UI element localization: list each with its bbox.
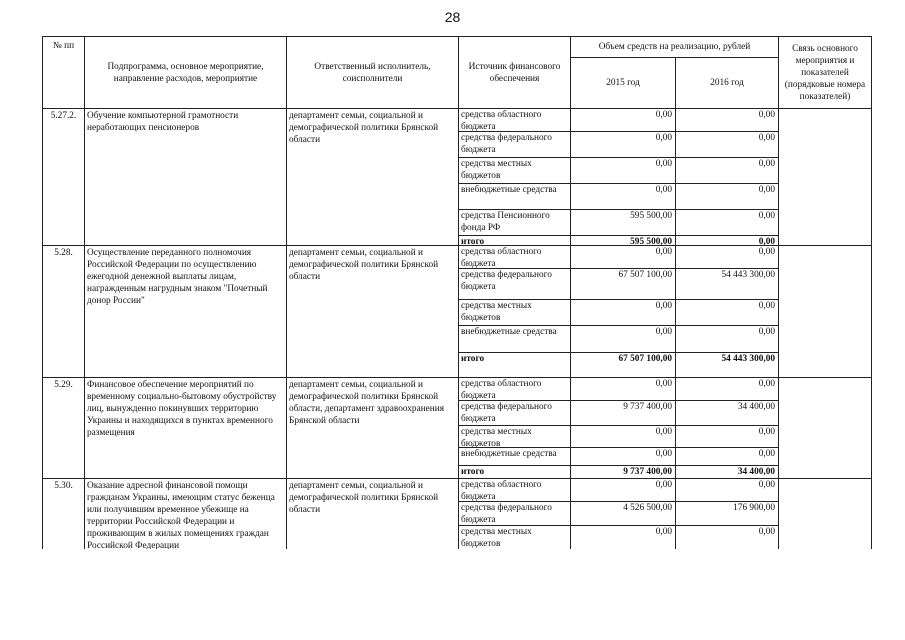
value-2016: 0,00 (675, 299, 779, 326)
row-number: 5.30. (42, 478, 85, 549)
funding-source: средства федерального бюджета (458, 501, 571, 526)
value-2015: 67 507 100,00 (570, 352, 676, 378)
value-2016: 0,00 (675, 447, 779, 466)
total-label: итого (458, 465, 571, 479)
value-2015: 595 500,00 (570, 209, 676, 236)
header-2016: 2016 год (675, 57, 779, 109)
value-2016: 34 400,00 (675, 400, 779, 426)
funding-source: средства областного бюджета (458, 108, 571, 132)
value-2015: 67 507 100,00 (570, 268, 676, 300)
value-2015: 0,00 (570, 377, 676, 401)
program-cell: Обучение компьютерной грамотности неработающих пенсионеров (84, 108, 287, 246)
value-2016: 0,00 (675, 157, 779, 184)
executor-cell: департамент семьи, социальной и демографической политики Брянской области (286, 478, 459, 549)
value-2016: 0,00 (675, 183, 779, 210)
indicator-link-cell (778, 245, 872, 378)
header-2015: 2015 год (570, 57, 676, 109)
row-number: 5.28. (42, 245, 85, 378)
indicator-link-cell (778, 377, 872, 479)
value-2016: 0,00 (675, 325, 779, 353)
funding-source: средства областного бюджета (458, 245, 571, 269)
value-2015: 0,00 (570, 131, 676, 158)
value-2016: 0,00 (675, 525, 779, 549)
value-2015: 0,00 (570, 245, 676, 269)
row-number: 5.27.2. (42, 108, 85, 246)
financing-table (42, 36, 872, 584)
value-2015: 9 737 400,00 (570, 465, 676, 479)
funding-source: средства местных бюджетов (458, 525, 571, 549)
program-cell: Оказание адресной финансовой помощи гражданам Украины, имеющим статус беженца или получившим временное убежище на территории Российской Федерации и проживающим в жилых помещениях граждан Российской Федерации (84, 478, 287, 549)
value-2016: 0,00 (675, 209, 779, 236)
funding-source: средства федерального бюджета (458, 131, 571, 158)
program-cell: Осуществление переданного полномочия Российской Федерации по осуществлению ежегодной денежной выплаты лицам, награжденным нагрудным знаком "Почетный донор России" (84, 245, 287, 378)
value-2016: 0,00 (675, 131, 779, 158)
row-number: 5.29. (42, 377, 85, 479)
indicator-link-cell (778, 478, 872, 549)
value-2016: 176 900,00 (675, 501, 779, 526)
value-2015: 0,00 (570, 299, 676, 326)
header-volume: Объем средств на реализацию, рублей (570, 36, 779, 58)
header-num: № пп (42, 36, 85, 109)
header-source: Источник финансового обеспечения (458, 36, 571, 109)
value-2016: 0,00 (675, 377, 779, 401)
indicator-link-cell (778, 108, 872, 246)
value-2016: 0,00 (675, 425, 779, 448)
funding-source: внебюджетные средства (458, 325, 571, 353)
value-2015: 0,00 (570, 325, 676, 353)
funding-source: средства федерального бюджета (458, 400, 571, 426)
executor-cell: департамент семьи, социальной и демографической политики Брянской области (286, 108, 459, 246)
value-2016: 0,00 (675, 245, 779, 269)
funding-source: внебюджетные средства (458, 447, 571, 466)
funding-source: внебюджетные средства (458, 183, 571, 210)
value-2015: 0,00 (570, 157, 676, 184)
page-number: 28 (444, 9, 461, 25)
value-2016: 54 443 300,00 (675, 352, 779, 378)
total-label: итого (458, 352, 571, 378)
executor-cell: департамент семьи, социальной и демографической политики Брянской области, департамент здравоохранения Брянской области (286, 377, 459, 479)
value-2015: 9 737 400,00 (570, 400, 676, 426)
value-2016: 0,00 (675, 108, 779, 132)
value-2016: 0,00 (675, 235, 779, 246)
executor-cell: департамент семьи, социальной и демографической политики Брянской области (286, 245, 459, 378)
funding-source: средства областного бюджета (458, 377, 571, 401)
value-2016: 34 400,00 (675, 465, 779, 479)
funding-source: средства Пенсионного фонда РФ (458, 209, 571, 236)
header-executor: Ответственный исполнитель, соисполнители (286, 36, 459, 109)
funding-source: средства федерального бюджета (458, 268, 571, 300)
funding-source: средства местных бюджетов (458, 157, 571, 184)
header-link: Связь основного мероприятия и показателей (порядковые номера показателей) (778, 36, 872, 109)
value-2015: 0,00 (570, 525, 676, 549)
program-cell: Финансовое обеспечение мероприятий по временному социально-бытовому обустройству лиц, вынужденно покинувших территорию Украины и находящихся в пунктах временного размещения (84, 377, 287, 479)
value-2015: 0,00 (570, 108, 676, 132)
funding-source: средства областного бюджета (458, 478, 571, 502)
header-program: Подпрограмма, основное мероприятие, направление расходов, мероприятие (84, 36, 287, 109)
funding-source: средства местных бюджетов (458, 299, 571, 326)
value-2015: 0,00 (570, 425, 676, 448)
value-2015: 0,00 (570, 447, 676, 466)
value-2015: 0,00 (570, 183, 676, 210)
funding-source: средства местных бюджетов (458, 425, 571, 448)
value-2016: 0,00 (675, 478, 779, 502)
total-label: итого (458, 235, 571, 246)
value-2015: 0,00 (570, 478, 676, 502)
value-2016: 54 443 300,00 (675, 268, 779, 300)
value-2015: 4 526 500,00 (570, 501, 676, 526)
value-2015: 595 500,00 (570, 235, 676, 246)
